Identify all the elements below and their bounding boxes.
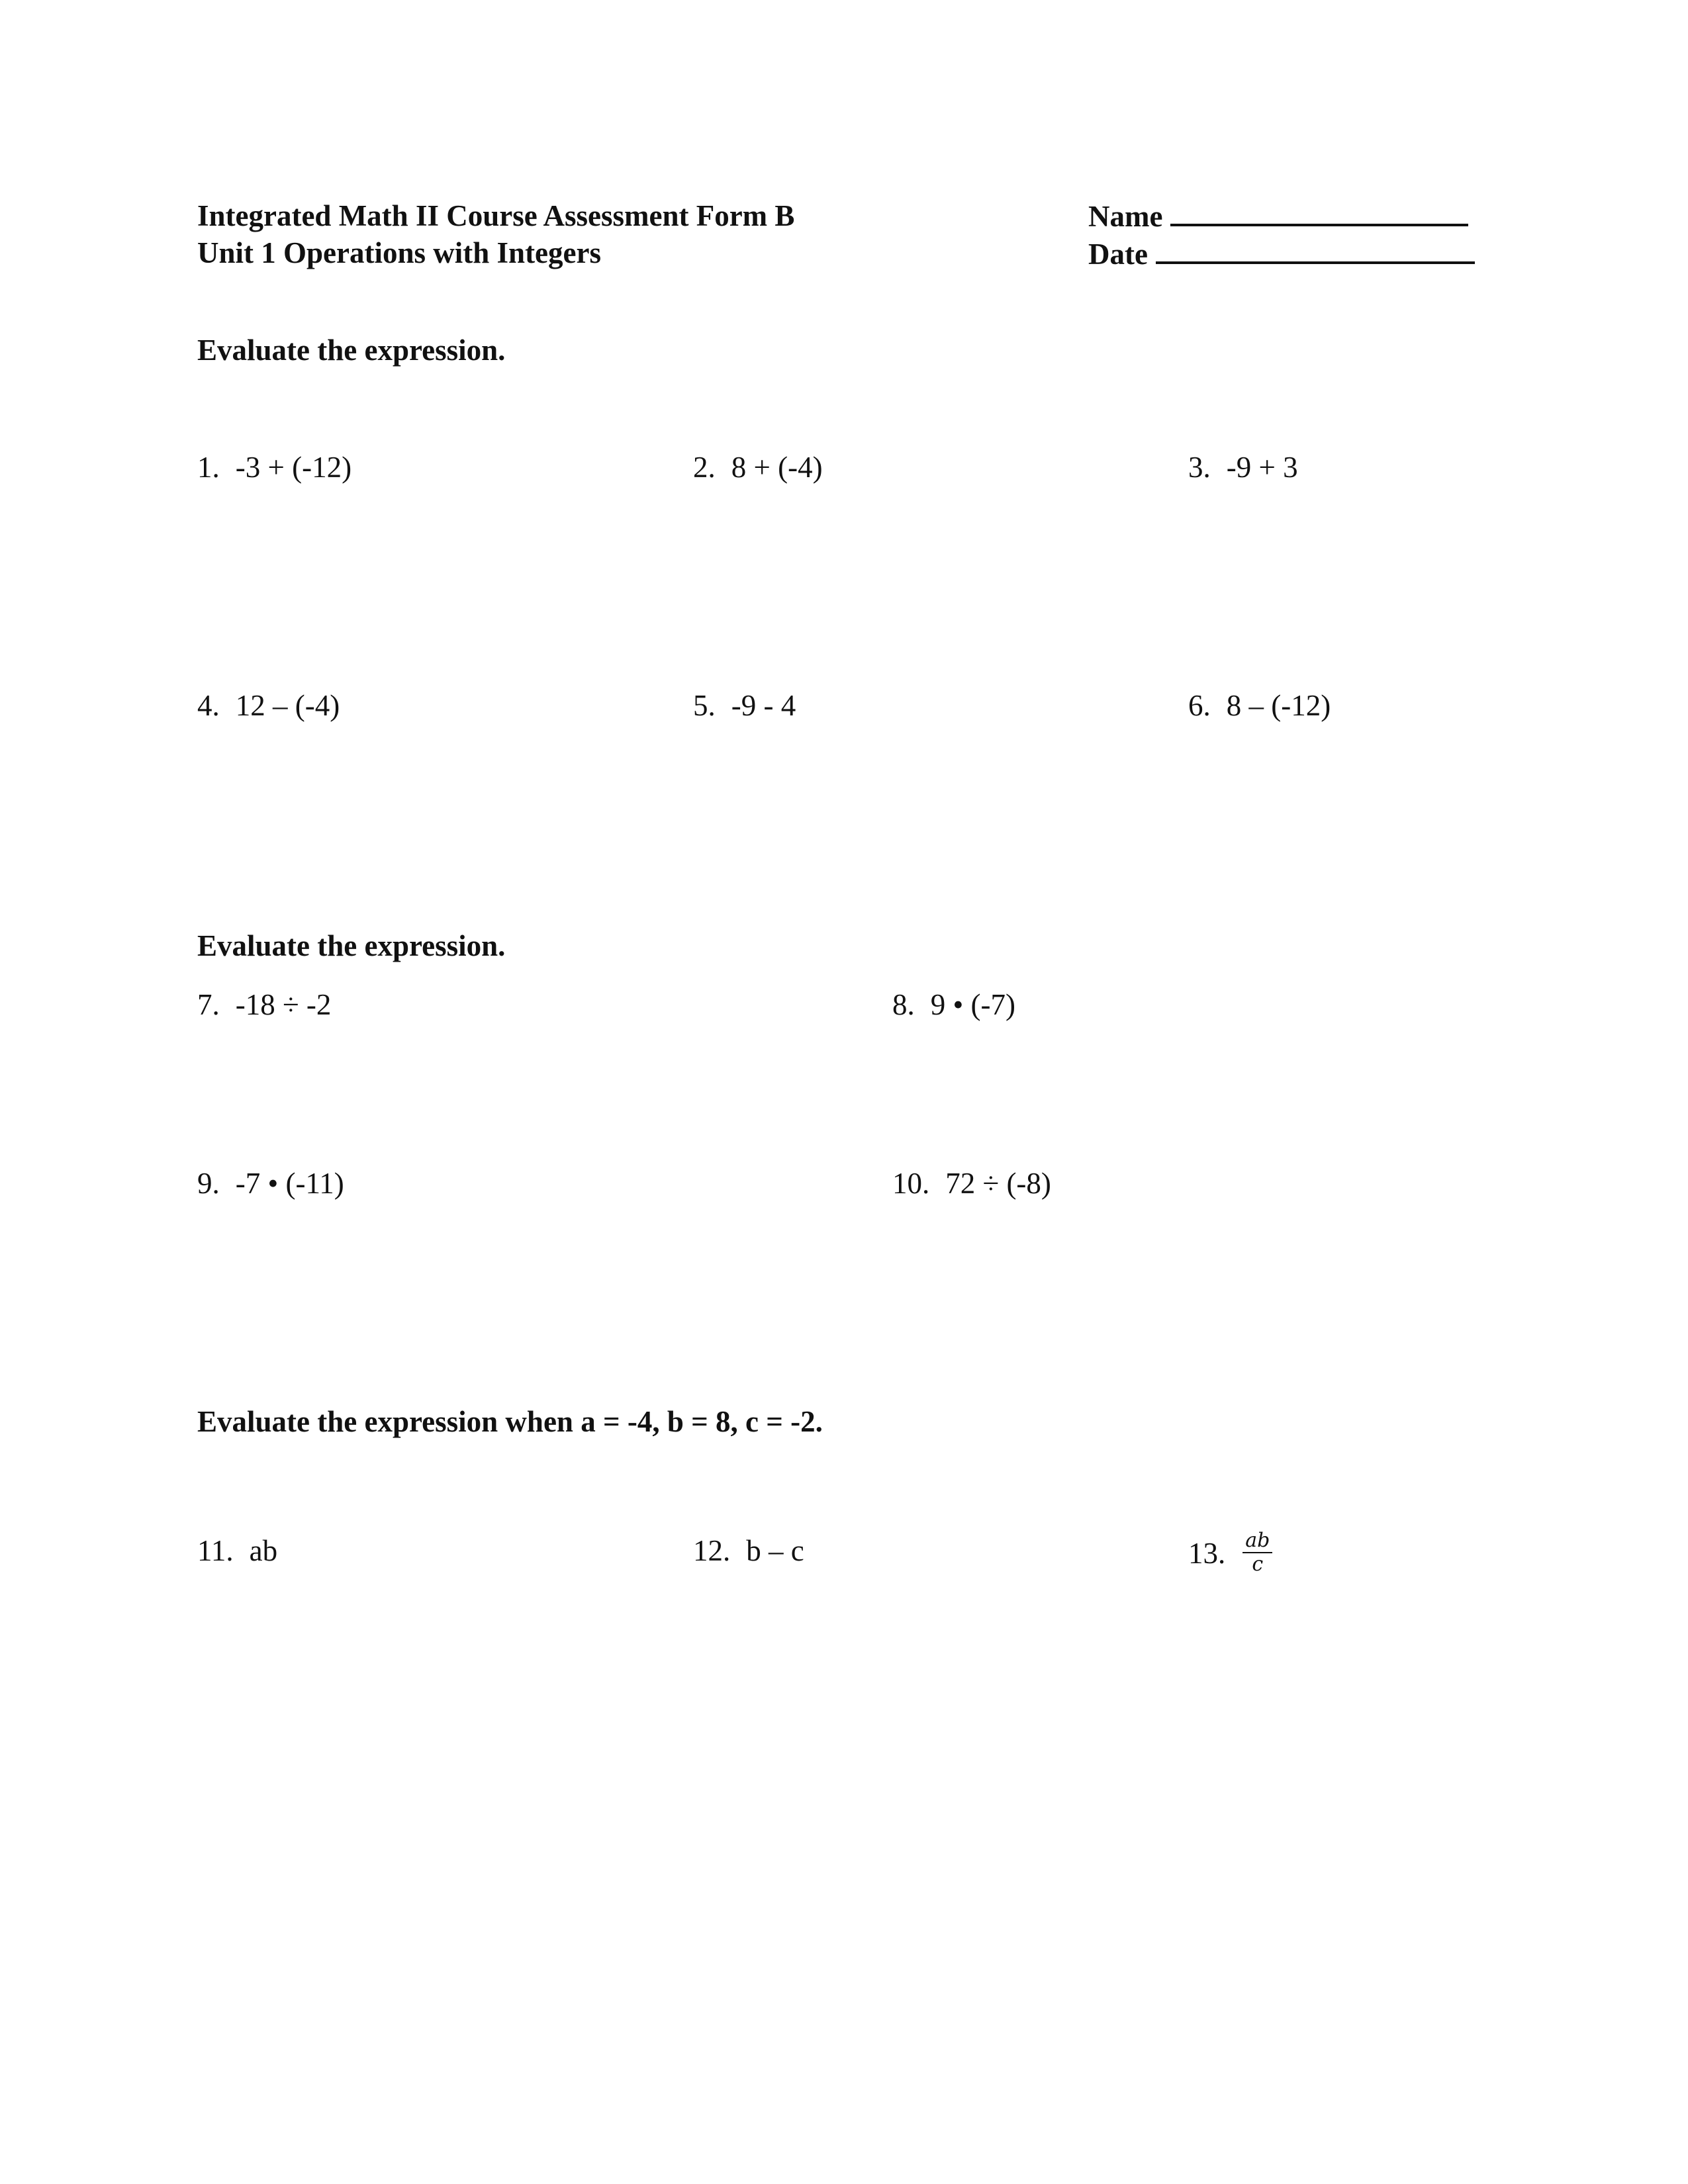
section-3-instruction: Evaluate the expression when a = -4, b = 8, c = -2. [197, 1405, 823, 1438]
problem-expression: -7 • (-11) [235, 1167, 344, 1200]
section-2-instruction: Evaluate the expression. [197, 929, 506, 962]
date-field [1088, 235, 1475, 273]
problem-expression: -18 ÷ -2 [235, 988, 332, 1021]
date-blank[interactable] [1156, 235, 1475, 264]
problem-number: 1. [197, 451, 220, 484]
problem-4 [197, 688, 340, 723]
problem-number: 10. [892, 1167, 930, 1200]
problem-10 [892, 1166, 1051, 1201]
problem-expression: 8 + (-4) [731, 451, 823, 484]
name-blank[interactable] [1170, 197, 1468, 226]
problem-expression: 72 ÷ (-8) [945, 1167, 1051, 1200]
problem-number: 4. [197, 689, 220, 722]
problem-number: 13. [1188, 1537, 1226, 1570]
name-field [1088, 197, 1475, 235]
problem-number: 3. [1188, 451, 1211, 484]
fraction-denominator: c [1252, 1553, 1264, 1576]
problem-expression: 12 – (-4) [235, 689, 340, 722]
problem-13 [1188, 1529, 1272, 1580]
problem-expression: 8 – (-12) [1226, 689, 1331, 722]
problem-7 [197, 987, 331, 1022]
problem-number: 8. [892, 988, 915, 1021]
problem-number: 5. [693, 689, 716, 722]
fraction-numerator: ab [1243, 1529, 1272, 1553]
problem-number: 9. [197, 1167, 220, 1200]
title-line-2: Unit 1 Operations with Integers [197, 236, 601, 269]
problem-6 [1188, 688, 1331, 723]
problem-expression: -9 + 3 [1226, 451, 1298, 484]
problem-2 [693, 450, 823, 484]
student-info [1088, 197, 1475, 273]
problem-number: 6. [1188, 689, 1211, 722]
problem-expression: 9 • (-7) [930, 988, 1015, 1021]
problem-5 [693, 688, 796, 723]
name-label: Name [1088, 200, 1163, 233]
date-label: Date [1088, 238, 1148, 271]
problem-number: 7. [197, 988, 220, 1021]
problem-9 [197, 1166, 344, 1201]
fraction [1243, 1529, 1272, 1576]
problem-expression: -9 - 4 [731, 689, 796, 722]
problem-expression: -3 + (-12) [235, 451, 352, 484]
problem-number: 11. [197, 1534, 234, 1567]
problem-expression: ab [249, 1534, 278, 1567]
problem-12 [693, 1533, 804, 1568]
worksheet-title [197, 197, 794, 271]
problem-number: 12. [693, 1534, 731, 1567]
problem-3 [1188, 450, 1298, 484]
section-1-instruction: Evaluate the expression. [197, 334, 506, 367]
problem-expression: b – c [746, 1534, 804, 1567]
problem-1 [197, 450, 352, 484]
problem-8 [892, 987, 1015, 1022]
problem-number: 2. [693, 451, 716, 484]
problem-11 [197, 1533, 277, 1568]
title-line-1: Integrated Math II Course Assessment Form B [197, 199, 795, 232]
